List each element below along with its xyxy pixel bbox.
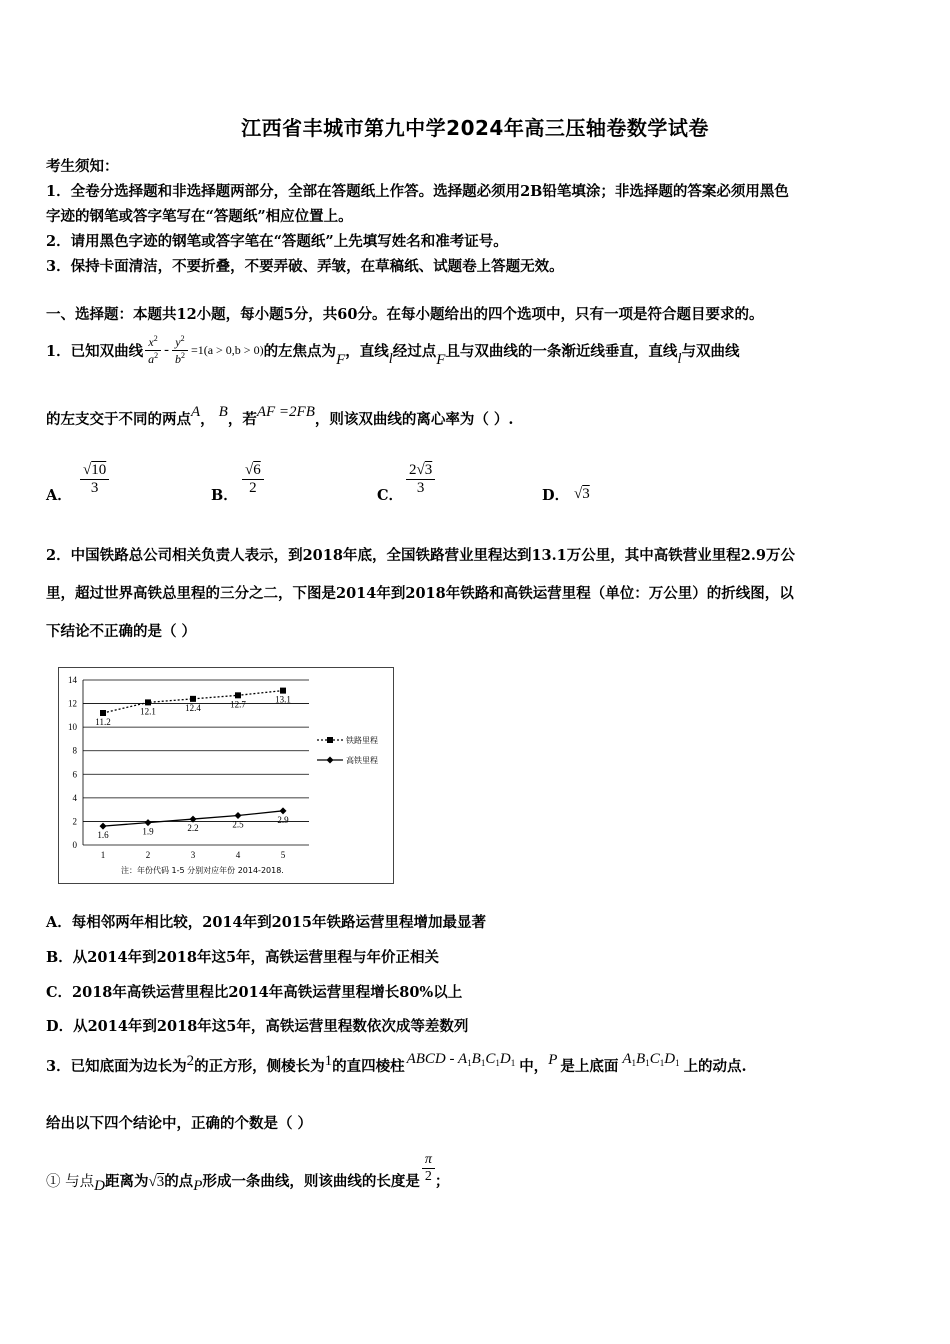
question-2-line-2: 里，超过世界高铁总里程的三分之二，下图是2014年到2018年铁路和高铁运营里程（单位：万公里）的折线图，以: [46, 585, 794, 602]
data-label: 12.1: [140, 706, 156, 717]
legend-marker: [327, 737, 333, 743]
data-label: 2.9: [277, 814, 289, 825]
q1-option-A-value: $\frac{√10}{3}$: [80, 462, 109, 497]
data-label: 1.9: [142, 826, 154, 837]
y-tick-label: 6: [72, 769, 77, 780]
question-1-line-2: 的左支交于不同的两点 A ， B ，若 AF =2FB ，则该双曲线的离心率为（ ）.: [46, 403, 514, 428]
question-3-line-2: 给出以下四个结论中，正确的个数是（ ）: [46, 1115, 313, 1132]
x-tick-label: 3: [190, 850, 196, 860]
q3-prism: ABCD - $A_1B_1C_1D_1$: [406, 1050, 516, 1068]
q1-option-B-value: $\frac{√6}{2}$: [242, 462, 264, 497]
data-point: [100, 710, 106, 716]
question-2-option-B: B．从2014年到2018年这5年，高铁运营里程与年价正相关: [46, 949, 440, 966]
data-label: 12.4: [185, 702, 201, 713]
q1-option-D-label: D．: [542, 487, 570, 504]
notice-heading: 考生须知：: [46, 158, 119, 175]
y-tick-label: 12: [68, 698, 77, 709]
question-2-line-1: 2．中国铁路总公司相关负责人表示，到2018年底，全国铁路营业里程达到13.1万公里，其中高铁营业里程2.9万公: [46, 547, 795, 564]
section-heading: 一、选择题：本题共12小题，每小题5分，共60分。在每小题给出的四个选项中，只有一项是符合题目要求的。: [46, 306, 764, 323]
data-label: 2.5: [232, 819, 244, 830]
q1-frac-x: $\frac{x^2}{a^2}$: [145, 334, 161, 367]
data-point: [235, 692, 241, 698]
notice-item-1: 1．全卷分选择题和非选择题两部分，全部在答题纸上作答。选择题必须用2B铅笔填涂；非选择题的答案必须用黑色: [46, 183, 789, 200]
q1-vector-eq: AF =2FB: [256, 403, 315, 420]
q3-pi-over-2: $\frac{\pi}{2}$: [422, 1152, 435, 1185]
data-label: 1.6: [97, 830, 109, 841]
data-label: 11.2: [95, 717, 111, 727]
chart-note: 注：年份代码 1-5 分别对应年份 2014-2018.: [121, 866, 284, 875]
data-label: 12.7: [230, 699, 246, 710]
q1-option-C-label: C．: [377, 487, 404, 504]
q1-option-C-value: $\frac{2√3}{3}$: [406, 462, 435, 497]
q1-condition: =1(a > 0,b > 0): [190, 342, 264, 357]
data-label: 2.2: [187, 823, 199, 834]
q3-top-face: $A_1B_1C_1D_1$: [622, 1050, 680, 1068]
q1-text-1: 1．已知双曲线: [46, 342, 144, 360]
data-point: [280, 807, 287, 814]
x-tick-label: 5: [280, 850, 286, 860]
y-tick-label: 14: [68, 675, 77, 685]
q1-option-D-value: √3: [574, 486, 590, 502]
q1-F: F: [336, 351, 346, 368]
legend-label: 高铁里程: [346, 756, 378, 765]
notice-item-1-cont: 字迹的钢笔或答字笔写在“答题纸”相应位置上。: [46, 208, 353, 225]
x-tick-label: 4: [235, 850, 241, 860]
line-chart-svg: [59, 668, 393, 883]
data-point: [190, 696, 196, 702]
q1-option-B-label: B．: [211, 487, 238, 504]
question-2-option-A: A．每相邻两年相比较，2014年到2015年铁路运营里程增加最显著: [46, 914, 486, 931]
y-tick-label: 2: [72, 816, 77, 827]
data-point: [280, 688, 286, 694]
y-tick-label: 0: [72, 840, 77, 850]
q1-frac-y: $\frac{y^2}{b^2}$: [172, 334, 188, 367]
question-1-options: [46, 462, 666, 512]
question-2-option-C: C．2018年高铁运营里程比2014年高铁运营里程增长80%以上: [46, 984, 463, 1001]
q1-option-A-label: A．: [46, 487, 72, 504]
notice-item-2: 2．请用黑色字迹的钢笔或答字笔在“答题纸”上先填写姓名和准考证号。: [46, 233, 508, 250]
y-tick-label: 10: [68, 722, 77, 733]
data-label: 13.1: [275, 694, 291, 705]
y-tick-label: 4: [72, 792, 77, 803]
data-point: [145, 699, 151, 705]
question-3-statement-1: ① 与点 D 距离为 √3 的点 P 形成一条曲线，则该曲线的长度是 $\frac{\pi}{2}$ ；: [46, 1152, 450, 1194]
question-1-line-1: 1．已知双曲线 $\frac{x^2}{a^2}$ - $\frac{y^2}{b^2}$ =1(a > 0,b > 0) 的左焦点为 F ，直线 l 经过点 F 且与双曲线的一条渐近线垂直，直线 l 与双曲线: [46, 333, 740, 368]
x-tick-label: 1: [100, 850, 106, 860]
data-point: [235, 812, 242, 819]
data-point: [100, 823, 107, 830]
x-tick-label: 2: [145, 850, 151, 860]
question-2-option-D: D．从2014年到2018年这5年，高铁运营里程数依次成等差数列: [46, 1018, 469, 1035]
y-tick-label: 8: [72, 745, 77, 756]
question-2-line-3: 下结论不正确的是（ ）: [46, 623, 197, 640]
data-point: [145, 819, 152, 826]
notice-item-3: 3．保持卡面清洁，不要折叠，不要弄破、弄皱，在草稿纸、试题卷上答题无效。: [46, 258, 564, 275]
question-3-line-1: 3．已知底面为边长为 2 的正方形，侧棱长为 1 的直四棱柱 ABCD - $A_1B_1C_1D_1$ 中， P 是上底面 $A_1B_1C_1D_1$ 上的动点.: [46, 1050, 747, 1075]
page-title: 江西省丰城市第九中学2024年高三压轴卷数学试卷: [241, 116, 709, 140]
legend-label: 铁路里程: [346, 736, 378, 745]
legend-marker: [327, 757, 334, 764]
line-chart: [58, 667, 394, 884]
